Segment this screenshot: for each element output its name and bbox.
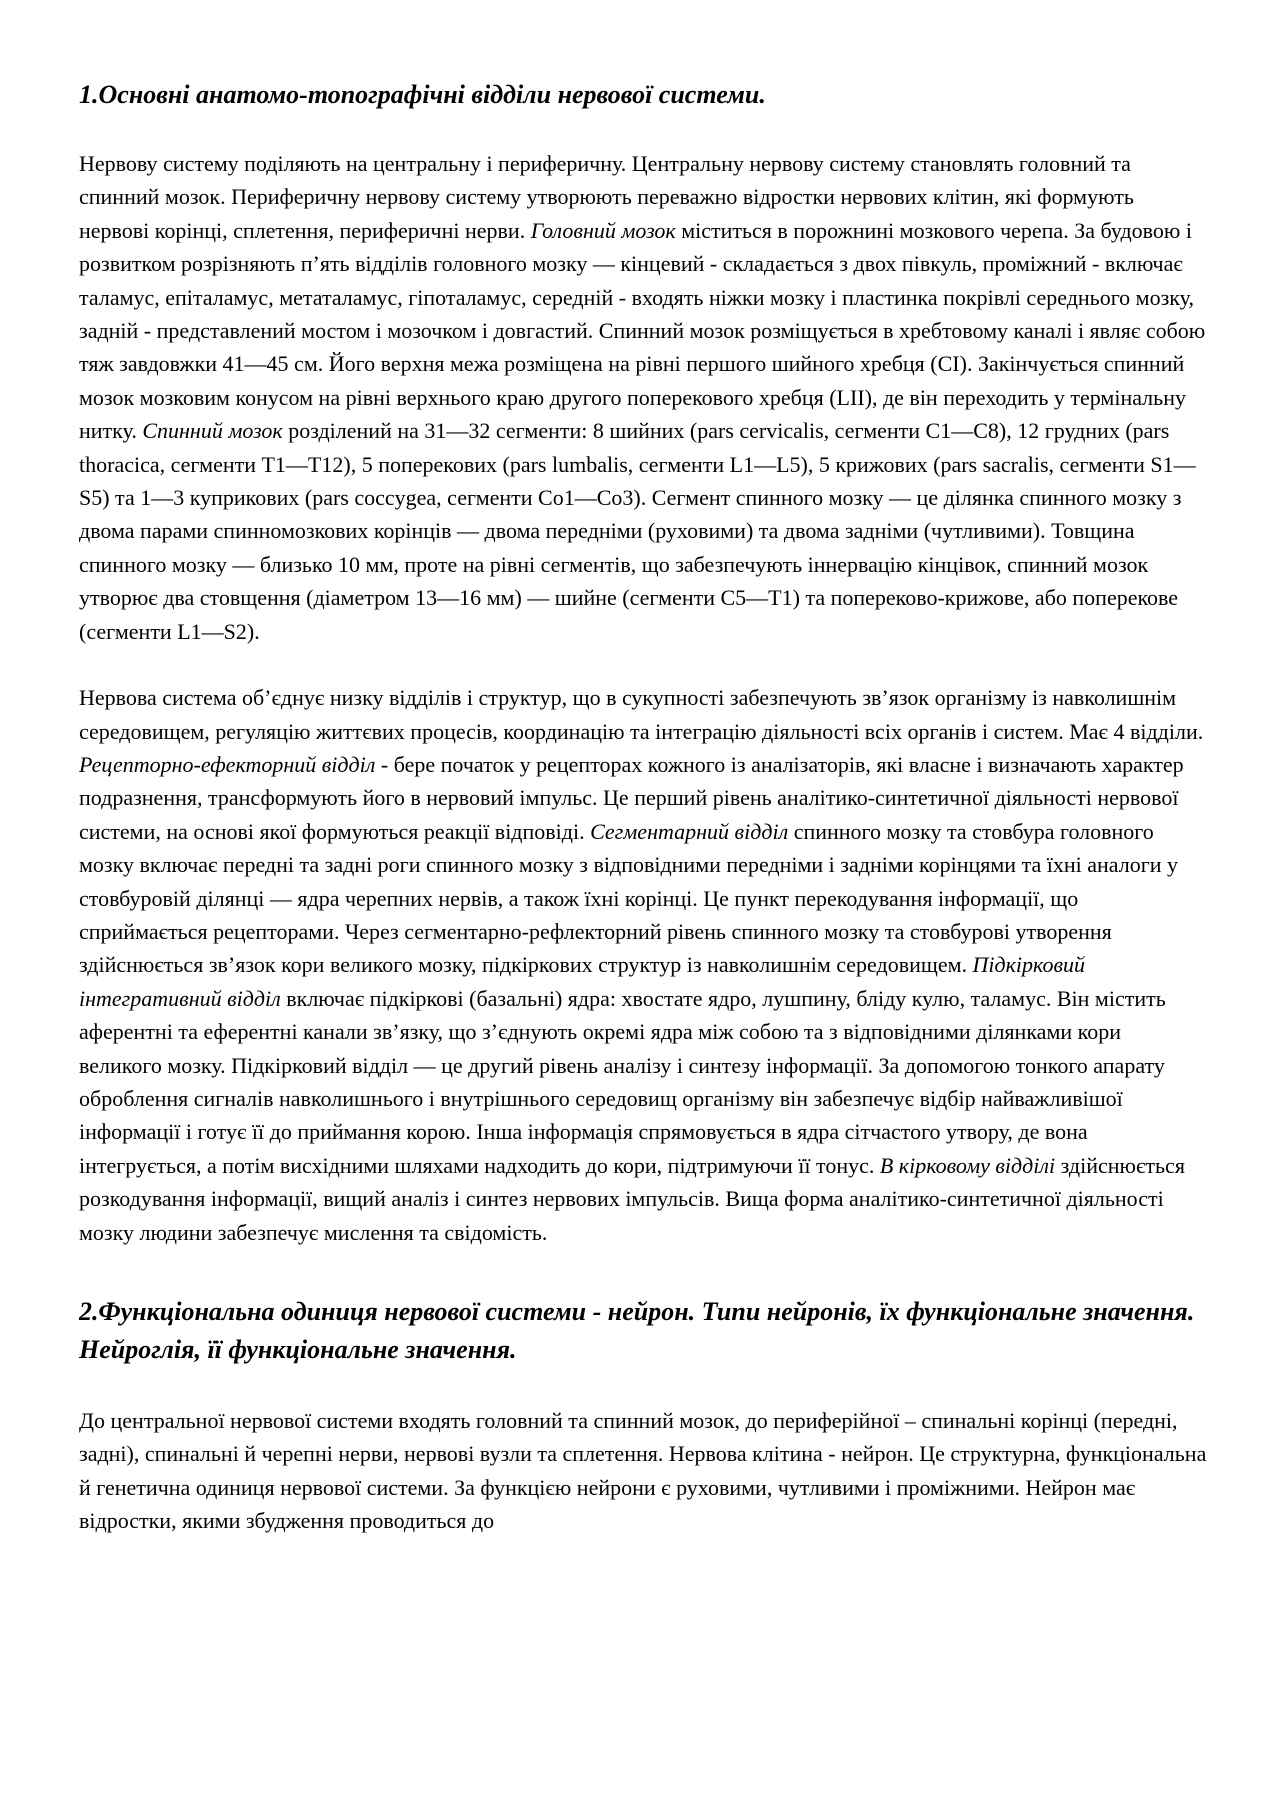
term-golovnyi-mozok: Головний мозок: [530, 217, 676, 243]
section-1-paragraph-2: [79, 681, 1209, 1249]
term-segmental: Сегментарний відділ: [590, 818, 789, 844]
section-2-paragraph-1: До центральної нервової системи входять головний та спинний мозок, до периферійної – спинальні корінці (передні, задні), спинальні й черепні нерви, нервові вузли та сплетення. Нервова клітина - нейрон. Це структурна, функціональна й генетична одиниця нервової системи. За функцією нейрони є руховими, чутливими і проміжними. Нейрон має відростки, якими збудження проводиться до: [79, 1408, 1207, 1534]
term-receptor-effector: Рецепторно-ефекторний відділ: [79, 751, 376, 777]
text-run: міститься в порожнині мозкового черепа. За будовою і розвитком розрізняють п’ять відділів головного мозку — кінцевий - складається з двох півкуль, проміжний - включає таламус, епіталамус, метаталамус, гіпоталамус, середній - входять ніжки мозку і пластинка покрівлі середнього мозку, задній - представлений мостом і мозочком і довгастий. Спинний мозок розміщується в хребтовому каналі і являє собою тяж завдовжки 41—45 см. Його верхня межа розміщена на рівні першого шийного хребця (CI). Закінчується спинний мозок мозковим конусом на рівні верхнього краю другого поперекового хребця (LII), де він переходить у термінальну нитку.: [79, 217, 1206, 444]
text-run: розділений на 31—32 сегменти: 8 шийних (pars cervicalis, сегменти С1—С8), 12 грудних (pars thoracica, сегменти Т1—Т12), 5 поперекових (pars lumbalis, сегменти L1—L5), 5 крижових (pars sacralis, сегменти S1—S5) та 1—3 куприкових (pars coccygea, сегменти Со1—Со3). Сегмент спинного мозку — це ділянка спинного мозку з двома парами спинномозкових корінців — двома передніми (руховими) та двома задніми (чутливими). Товщина спинного мозку — близько 10 мм, проте на рівні сегментів, що забезпечують іннервацію кінцівок, спинний мозок утворює два стовщення (діаметром 13—16 мм) — шийне (сегменти С5—Т1) та попереково-крижове, або поперекове (сегменти L1—S2).: [79, 418, 1196, 644]
section-1-paragraph-1: [79, 147, 1209, 648]
section-2-heading: 2.Функціональна одиниця нервової системи - нейрон. Типи нейронів, їх функціональне значення. Нейроглія, її функціональне значення.: [79, 1297, 1195, 1364]
text-run: спинного мозку та стовбура головного мозку включає передні та задні роги спинного мозку з відповідними передніми і задніми корінцями та їхні аналоги у стовбуровій ділянці — ядра черепних нервів, а також їхні корінці. Це пункт перекодування інформації, що сприймається рецепторами. Через сегментарно-рефлекторний рівень спинного мозку та стовбурові утворення здійснюється зв’язок кори великого мозку, підкіркових структур із навколишнім середовищем.: [79, 818, 1178, 978]
term-spynnyi-mozok: Спинний мозок: [142, 418, 283, 444]
section-1-heading: 1.Основні анатомо-топографічні відділи нервової системи.: [79, 80, 766, 109]
text-run: здійснюється розкодування інформації, вищий аналіз і синтез нервових імпульсів. Вища форма аналітико-синтетичної діяльності мозку людини забезпечує мислення та свідомість.: [79, 1152, 1185, 1245]
document-page: [79, 76, 1209, 1538]
term-cortical: В кірковому відділі: [879, 1152, 1056, 1178]
text-run: включає підкіркові (базальні) ядра: хвостате ядро, лушпину, бліду кулю, таламус. Він містить аферентні та еферентні канали зв’язку, що з’єднують окремі ядра між собою та з відповідними ділянками кори великого мозку. Підкірковий відділ — це другий рівень аналізу і синтезу інформації. За допомогою тонкого апарату оброблення сигналів навколишнього і внутрішнього середовищ організму він забезпечує відбір найважливішої інформації і готує її до приймання корою. Інша інформація спрямовується в ядра сітчастого утвору, де вона інтегрується, а потім висхідними шляхами надходить до кори, підтримуючи її тонус.: [79, 985, 1166, 1178]
text-run: - бере початок у рецепторах кожного із аналізаторів, які власне і визначають характер подразнення, трансформують його в нервовий імпульс. Це перший рівень аналітико-синтетичної діяльності нервової системи, на основі якої формуються реакції відповіді.: [79, 751, 1184, 844]
text-run: Нервова система об’єднує низку відділів і структур, що в сукупності забезпечують зв’язок організму із навколишнім середовищем, регуляцію життєвих процесів, координацію та інтеграцію діяльності всіх органів і систем. Має 4 відділи.: [79, 685, 1204, 744]
term-subcortical: Підкірковий інтегративний відділ: [79, 952, 1086, 1011]
text-run: Нервову систему поділяють на центральну і периферичну. Центральну нервову систему становлять головний та спинний мозок. Периферичну нервову систему утворюють переважно відростки нервових клітин, які формують нервові корінці, сплетення, периферичні нерви.: [79, 151, 1134, 243]
